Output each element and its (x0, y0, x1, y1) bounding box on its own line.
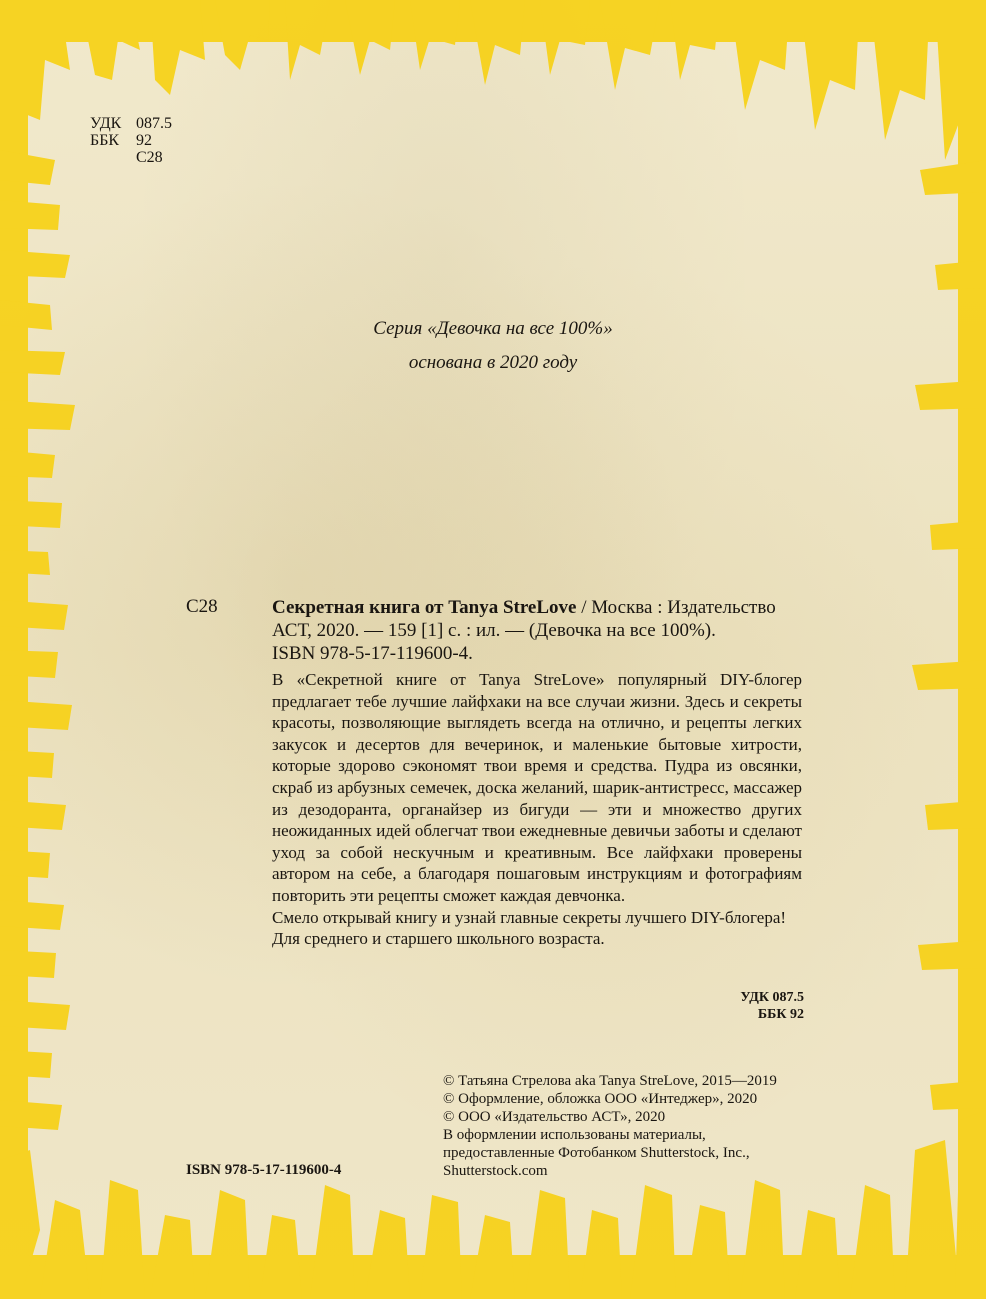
credits-line-2: предоставленные Фотобанком Shutterstock, Inc., (443, 1145, 750, 1161)
credits-line-3: Shutterstock.com (443, 1163, 548, 1179)
series-founded: основана в 2020 году (408, 352, 578, 373)
udk-bottom: УДК 087.5 (740, 990, 804, 1005)
copyright-line-author: © Татьяна Стрелова aka Tanya StreLove, 2015—2019 (443, 1073, 777, 1089)
udk-value: 087.5 (136, 115, 172, 132)
classification-block-bottom (740, 989, 804, 1023)
udk-row (90, 115, 172, 132)
bbk-value: 92 (136, 132, 152, 149)
bbk-bottom: ББК 92 (757, 1007, 804, 1022)
imprint-part-2: АСТ, 2020. — 159 [1] с. : ил. — (Девочка на все 100%). (272, 620, 716, 641)
entry-isbn: ISBN 978-5-17-119600-4. (272, 643, 473, 664)
classification-block-top (90, 115, 172, 166)
entry-code: С28 (186, 596, 218, 617)
isbn-bottom: ISBN 978-5-17-119600-4 (186, 1162, 342, 1178)
copyright-line-design: © Оформление, обложка ООО «Интеджер», 2020 (443, 1091, 758, 1107)
annotation (272, 669, 802, 950)
series-title: Серия «Девочка на все 100%» (373, 318, 613, 339)
entry-line-1 (272, 596, 802, 619)
annotation-paragraph-1: В «Секретной книге от Tanya StreLove» популярный DIY-блогер предлагает тебе лучшие лайфхаки на все случаи жизни. Здесь и секреты красоты, позволяющие выглядеть всегда на отлично, и рецепты легких закусок и десертов для вечеринок, и маленькие бытовые хитрости, которые здорово сэкономят твои время и средства. Пудра из овсянки, скраб из арбузных семечек, доска желаний, шарик-антистресс, массажер из дезодоранта, органайзер из бигуди — эти и множество других неожиданных идей облегчат твои ежедневные девичьи заботы и сделают уход за собой нескучным и креативным. Все лайфхаки проверены автором на себе, а благодаря пошаговым инструкциям и фотографиям повторить эти рецепты сможет каждая девчонка. (272, 670, 802, 905)
copyright-block (443, 1072, 823, 1180)
annotation-paragraph-3: Для среднего и старшего школьного возраста. (272, 929, 605, 949)
copyright-line-publisher: © ООО «Издательство АСТ», 2020 (443, 1109, 666, 1125)
imprint-part-1: / Москва : Издательство (576, 597, 776, 618)
book-title: Секретная книга от Tanya StreLove (272, 597, 577, 618)
author-code-value: С28 (136, 149, 163, 166)
bbk-row (90, 132, 172, 149)
annotation-paragraph-2: Смело открывай книгу и узнай главные секреты лучшего DIY-блогера! (272, 907, 787, 927)
udk-label: УДК (90, 115, 122, 132)
author-code-row (90, 149, 172, 166)
credits-line-1: В оформлении использованы материалы, (443, 1127, 706, 1143)
bibliographic-entry (272, 596, 802, 665)
author-code-label (90, 149, 136, 166)
bbk-label: ББК (90, 132, 120, 149)
